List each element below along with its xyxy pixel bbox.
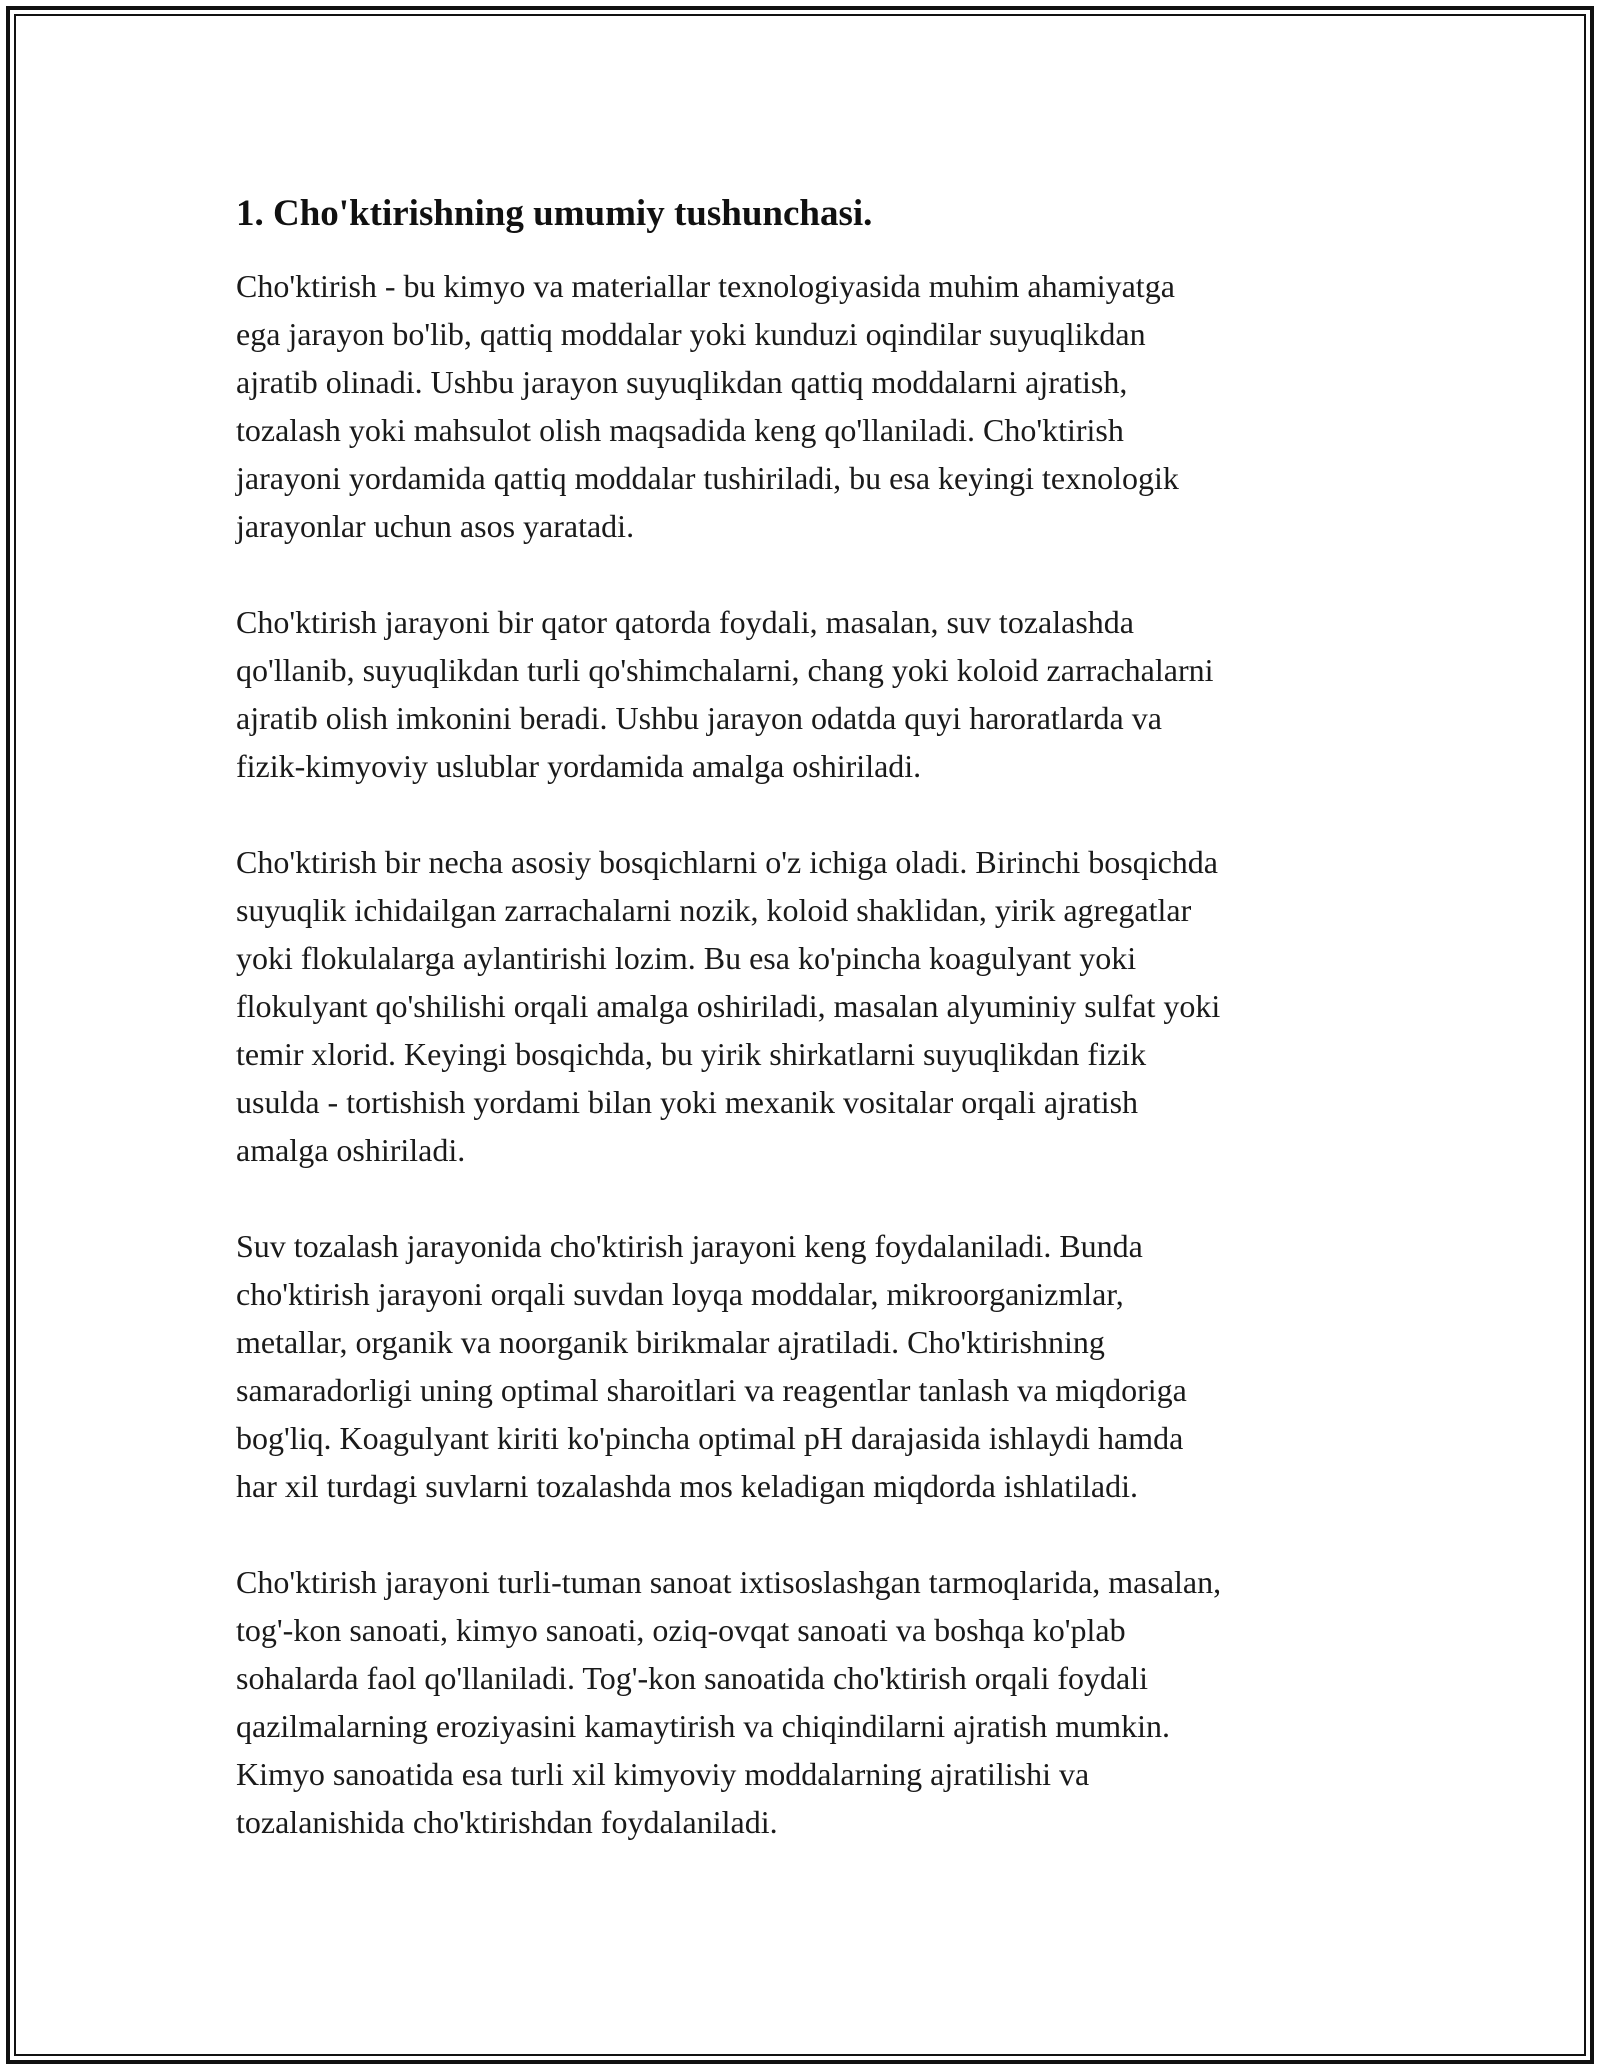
paragraph-3 [236,838,1396,1174]
text-line: usulda - tortishish yordami bilan yoki mexanik vositalar orqali ajratish [236,1084,1139,1120]
document-body [236,188,1396,1894]
text-line: amalga oshiriladi. [236,1132,466,1168]
text-line: metallar, organik va noorganik birikmalar ajratiladi. Cho'ktirishning [236,1324,1105,1360]
text-line: qazilmalarning eroziyasini kamaytirish va chiqindilarni ajratish mumkin. [236,1708,1170,1744]
text-line: har xil turdagi suvlarni tozalashda mos keladigan miqdorda ishlatiladi. [236,1468,1138,1504]
paragraph-5 [236,1558,1396,1846]
text-line: tog'-kon sanoati, kimyo sanoati, oziq-ovqat sanoati va boshqa ko'plab [236,1612,1126,1648]
text-line: bog'liq. Koagulyant kiriti ko'pincha optimal pH darajasida ishlaydi hamda [236,1420,1184,1456]
text-line: jarayoni yordamida qattiq moddalar tushiriladi, bu esa keyingi texnologik [236,460,1179,496]
text-line: jarayonlar uchun asos yaratadi. [236,508,635,544]
text-line: yoki flokulalarga aylantirishi lozim. Bu esa ko'pincha koagulyant yoki [236,940,1137,976]
text-line: Cho'ktirish jarayoni bir qator qatorda foydali, masalan, suv tozalashda [236,604,1134,640]
paragraph-2 [236,598,1396,790]
text-line: tozalanishida cho'ktirishdan foydalaniladi. [236,1804,778,1840]
text-line: suyuqlik ichidailgan zarrachalarni nozik, koloid shaklidan, yirik agregatlar [236,892,1192,928]
text-line: ega jarayon bo'lib, qattiq moddalar yoki kunduzi oqindilar suyuqlikdan [236,316,1146,352]
text-line: ajratib olish imkonini beradi. Ushbu jarayon odatda quyi haroratlarda va [236,700,1162,736]
text-line: samaradorligi uning optimal sharoitlari va reagentlar tanlash va miqdoriga [236,1372,1187,1408]
text-line: Cho'ktirish bir necha asosiy bosqichlarni o'z ichiga oladi. Birinchi bosqichda [236,844,1218,880]
text-line: fizik-kimyoviy uslublar yordamida amalga oshiriladi. [236,748,922,784]
text-line: qo'llanib, suyuqlikdan turli qo'shimchalarni, chang yoki koloid zarrachalarni [236,652,1214,688]
section-heading: 1. Cho'ktirishning umumiy tushunchasi. [236,193,873,234]
text-line: sohalarda faol qo'llaniladi. Tog'-kon sanoatida cho'ktirish orqali foydali [236,1660,1149,1696]
text-line: Kimyo sanoatida esa turli xil kimyoviy moddalarning ajratilishi va [236,1756,1090,1792]
text-line: flokulyant qo'shilishi orqali amalga oshiriladi, masalan alyuminiy sulfat yoki [236,988,1221,1024]
paragraph-1 [236,262,1396,550]
paragraph-4 [236,1222,1396,1510]
text-line: Suv tozalash jarayonida cho'ktirish jarayoni keng foydalaniladi. Bunda [236,1228,1143,1264]
text-line: cho'ktirish jarayoni orqali suvdan loyqa moddalar, mikroorganizmlar, [236,1276,1124,1312]
text-line: tozalash yoki mahsulot olish maqsadida keng qo'llaniladi. Cho'ktirish [236,412,1124,448]
text-line: temir xlorid. Keyingi bosqichda, bu yirik shirkatlarni suyuqlikdan fizik [236,1036,1147,1072]
text-line: Cho'ktirish jarayoni turli-tuman sanoat ixtisoslashgan tarmoqlarida, masalan, [236,1564,1222,1600]
text-line: ajratib olinadi. Ushbu jarayon suyuqlikdan qattiq moddalarni ajratish, [236,364,1128,400]
text-line: Cho'ktirish - bu kimyo va materiallar texnologiyasida muhim ahamiyatga [236,268,1175,304]
